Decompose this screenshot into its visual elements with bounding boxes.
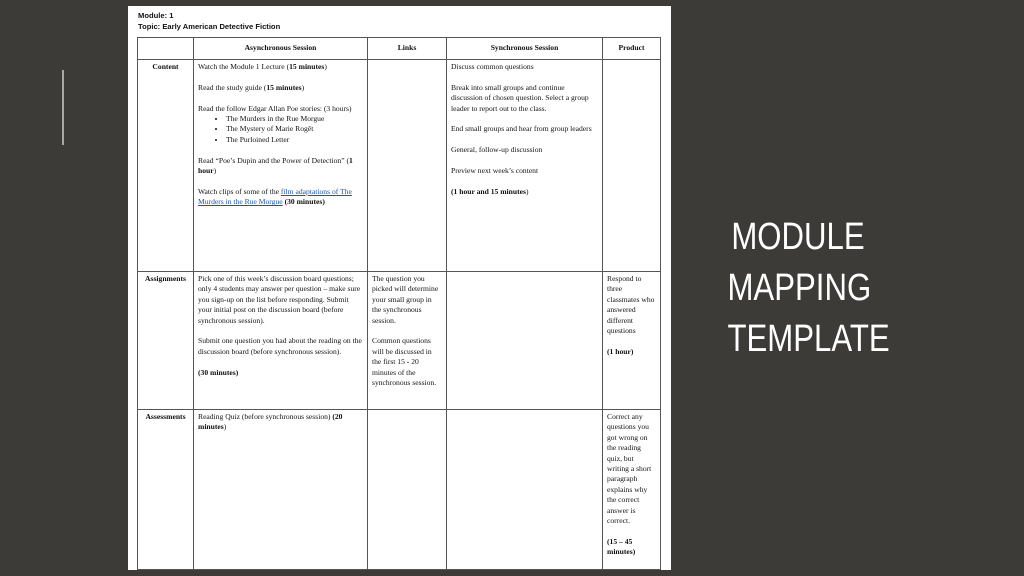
assessments-product-cell: Correct any questions you got wrong on the reading quiz, but writing a short paragraph explains why the correct answer is correct. (15 – 45 minutes) — [603, 410, 661, 570]
list-item: • The Murders in the Rue Morgue — [226, 114, 363, 124]
assessments-links-cell — [368, 410, 447, 570]
assessments-sync-cell — [447, 410, 603, 570]
content-product-cell — [603, 60, 661, 272]
corner-header — [138, 38, 194, 60]
assignments-product-cell: Respond to three classmates who answered different questions (1 hour) — [603, 272, 661, 410]
film-adaptations-link[interactable]: film adaptations of The Murders in the Rue Morgue — [198, 186, 352, 207]
column-header-links: Links — [368, 38, 447, 60]
list-item: • The Mystery of Marie Rogêt — [226, 124, 363, 134]
row-label-assessments: Assessments — [138, 410, 194, 570]
table-header-row — [138, 38, 661, 60]
accent-divider — [62, 70, 64, 145]
document-header — [138, 10, 280, 32]
assignments-links-cell: The question you picked will determine your small group in the synchronous session. Common questions will be discussed in the first 15 - 20 minutes of the synchronous session. — [368, 272, 447, 410]
poe-stories-list — [198, 114, 363, 145]
row-label-content: Content — [138, 60, 194, 272]
poe-stories-intro: Read the follow Edgar Allan Poe stories: (3 hours) — [198, 103, 352, 113]
title-line-1: MODULE — [731, 216, 865, 258]
table-row-assignments — [138, 272, 661, 410]
module-label: Module: 1 — [138, 11, 174, 20]
assignments-sync-cell — [447, 272, 603, 410]
table-row-assessments — [138, 410, 661, 570]
module-document-image — [128, 6, 671, 570]
row-label-assignments: Assignments — [138, 272, 194, 410]
content-async-cell: Watch the Module 1 Lecture (15 minutes) Read the study guide (15 minutes) Read the follow Edgar Allan Poe stories: (3 hours) • The Murders in the Rue Morgue • The Mystery of Marie Rogêt • The Purloined Letter Read “Poe’s Dupin and the Power of Detection” (1 hour) Watch clips of some of the film adaptations of The Murders in the Rue Morgue (30 minutes) — [194, 60, 368, 272]
title-line-3: TEMPLATE — [727, 318, 890, 360]
content-sync-cell: Discuss common questions Break into small groups and continue discussion of chosen question. Select a group leader to report out to the class. End small groups and hear from group leaders General, follow-up discussion Preview next week’s content (1 hour and 15 minutes) — [447, 60, 603, 272]
slide-title — [727, 212, 890, 365]
assignments-async-cell: Pick one of this week’s discussion board questions; only 4 students may answer per question – make sure you sign-up on the list before responding. Submit your initial post on the discussion board (before synchronous session). Submit one question you had about the reading on the discussion board (before synchronous session). (30 minutes) — [194, 272, 368, 410]
list-item: • The Purloined Letter — [226, 135, 363, 145]
column-header-sync: Synchronous Session — [447, 38, 603, 60]
assessments-async-cell: Reading Quiz (before synchronous session) (20 minutes) — [194, 410, 368, 570]
table-row-content — [138, 60, 661, 272]
column-header-async: Asynchronous Session — [194, 38, 368, 60]
topic-label: Topic: Early American Detective Fiction — [138, 22, 281, 31]
module-mapping-table — [137, 37, 661, 570]
title-line-2: MAPPING — [727, 267, 872, 309]
column-header-product: Product — [603, 38, 661, 60]
content-links-cell — [368, 60, 447, 272]
